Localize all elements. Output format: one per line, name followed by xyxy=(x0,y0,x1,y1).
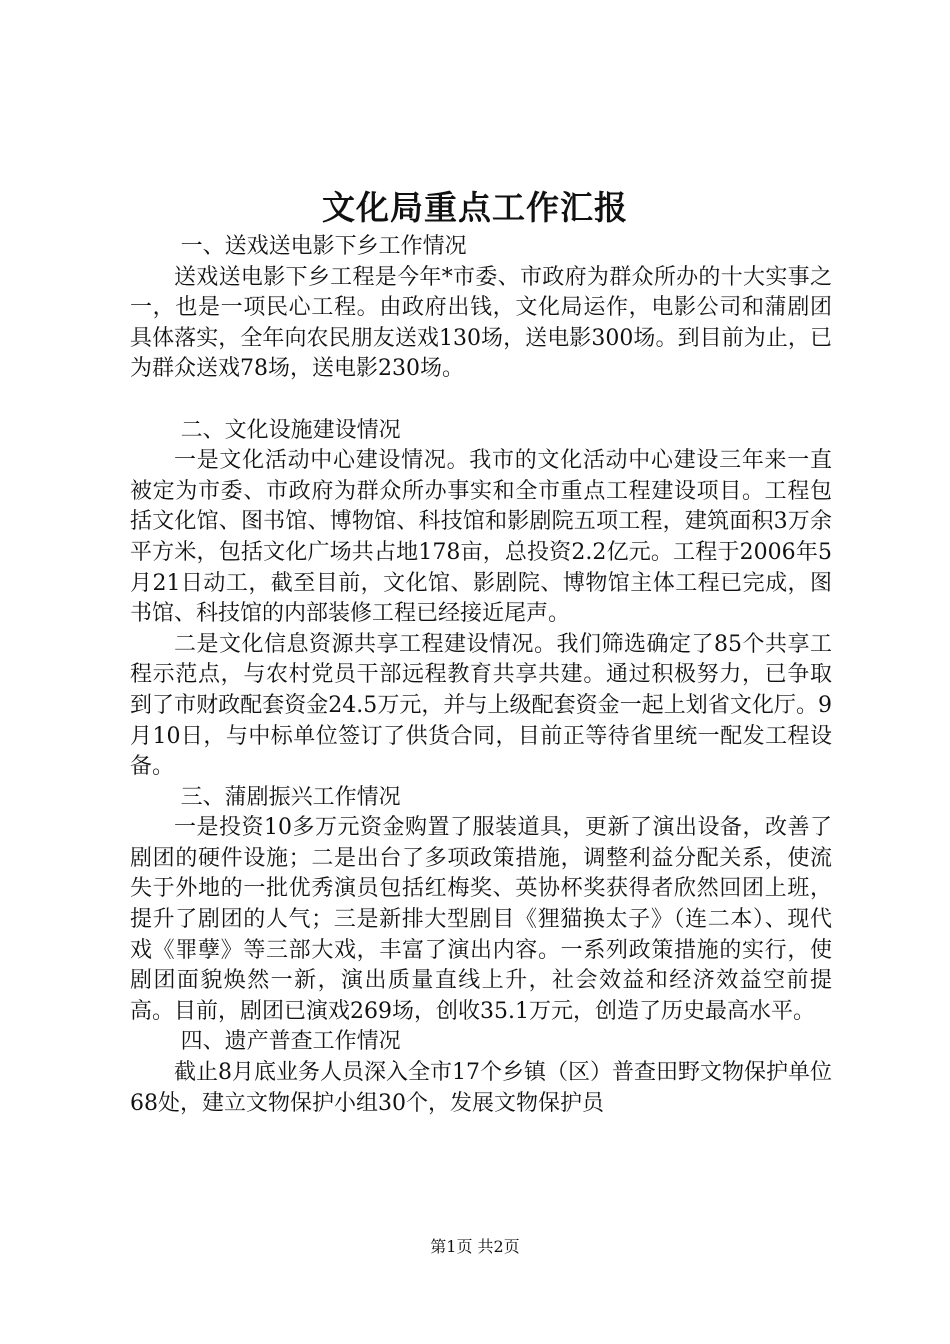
document-body xyxy=(130,232,832,1119)
section-heading-1: 一、送戏送电影下乡工作情况 xyxy=(180,234,467,259)
body-paragraph: 一是文化活动中心建设情况。我市的文化活动中心建设三年来一直被定为市委、市政府为群众所办事实和全市重点工程建设项目。工程包括文化馆、图书馆、博物馆、科技馆和影剧院五项工程，建筑面积3万余平方米，包括文化广场共占地178亩，总投资2.2亿元。工程于2006年5月21日动工，截至目前，文化馆、影剧院、博物馆主体工程已完成，图书馆、科技馆的内部装修工程已经接近尾声。 xyxy=(130,448,832,627)
section-heading-4: 四、遗产普查工作情况 xyxy=(180,1029,401,1055)
document-title: 文化局重点工作汇报 xyxy=(322,188,628,227)
body-paragraph: 一是投资10多万元资金购置了服装道具，更新了演出设备，改善了剧团的硬件设施；二是出台了多项政策措施，调整利益分配关系，使流失于外地的一批优秀演员包括红梅奖、英协杯奖获得者欣然回团上班，提升了剧团的人气；三是新排大型剧目《狸猫换太子》（连二本）、现代戏《罪孽》等三部大戏，丰富了演出内容。一系列政策措施的实行，使剧团面貌焕然一新，演出质量直线上升，社会效益和经济效益空前提高。目前，剧团已演戏269场，创收35.1万元，创造了历史最高水平。 xyxy=(130,815,832,1024)
section-heading-2: 二、文化设施建设情况 xyxy=(180,417,401,443)
body-paragraph: 截止8月底业务人员深入全市17个乡镇（区）普查田野文物保护单位68处，建立文物保护小组30个，发展文物保护员 xyxy=(130,1060,832,1116)
body-paragraph: 二是文化信息资源共享工程建设情况。我们筛选确定了85个共享工程示范点，与农村党员干部远程教育共享共建。通过积极努力，已争取到了市财政配套资金24.5万元，并与上级配套资金一起上划省文化厅。9月10日，与中标单位签订了供货合同，目前正等待省里统一配发工程设备。 xyxy=(130,631,832,780)
body-paragraph: 送戏送电影下乡工程是今年*市委、市政府为群众所办的十大实事之一，也是一项民心工程。由政府出钱，文化局运作，电影公司和蒲剧团具体落实，全年向农民朋友送戏130场，送电影300场。到目前为止，已为群众送戏78场，送电影230场。 xyxy=(130,264,832,382)
page-number-footer: 第1页 共2页 xyxy=(430,1237,520,1256)
section-heading-3: 三、蒲剧振兴工作情况 xyxy=(180,784,401,810)
